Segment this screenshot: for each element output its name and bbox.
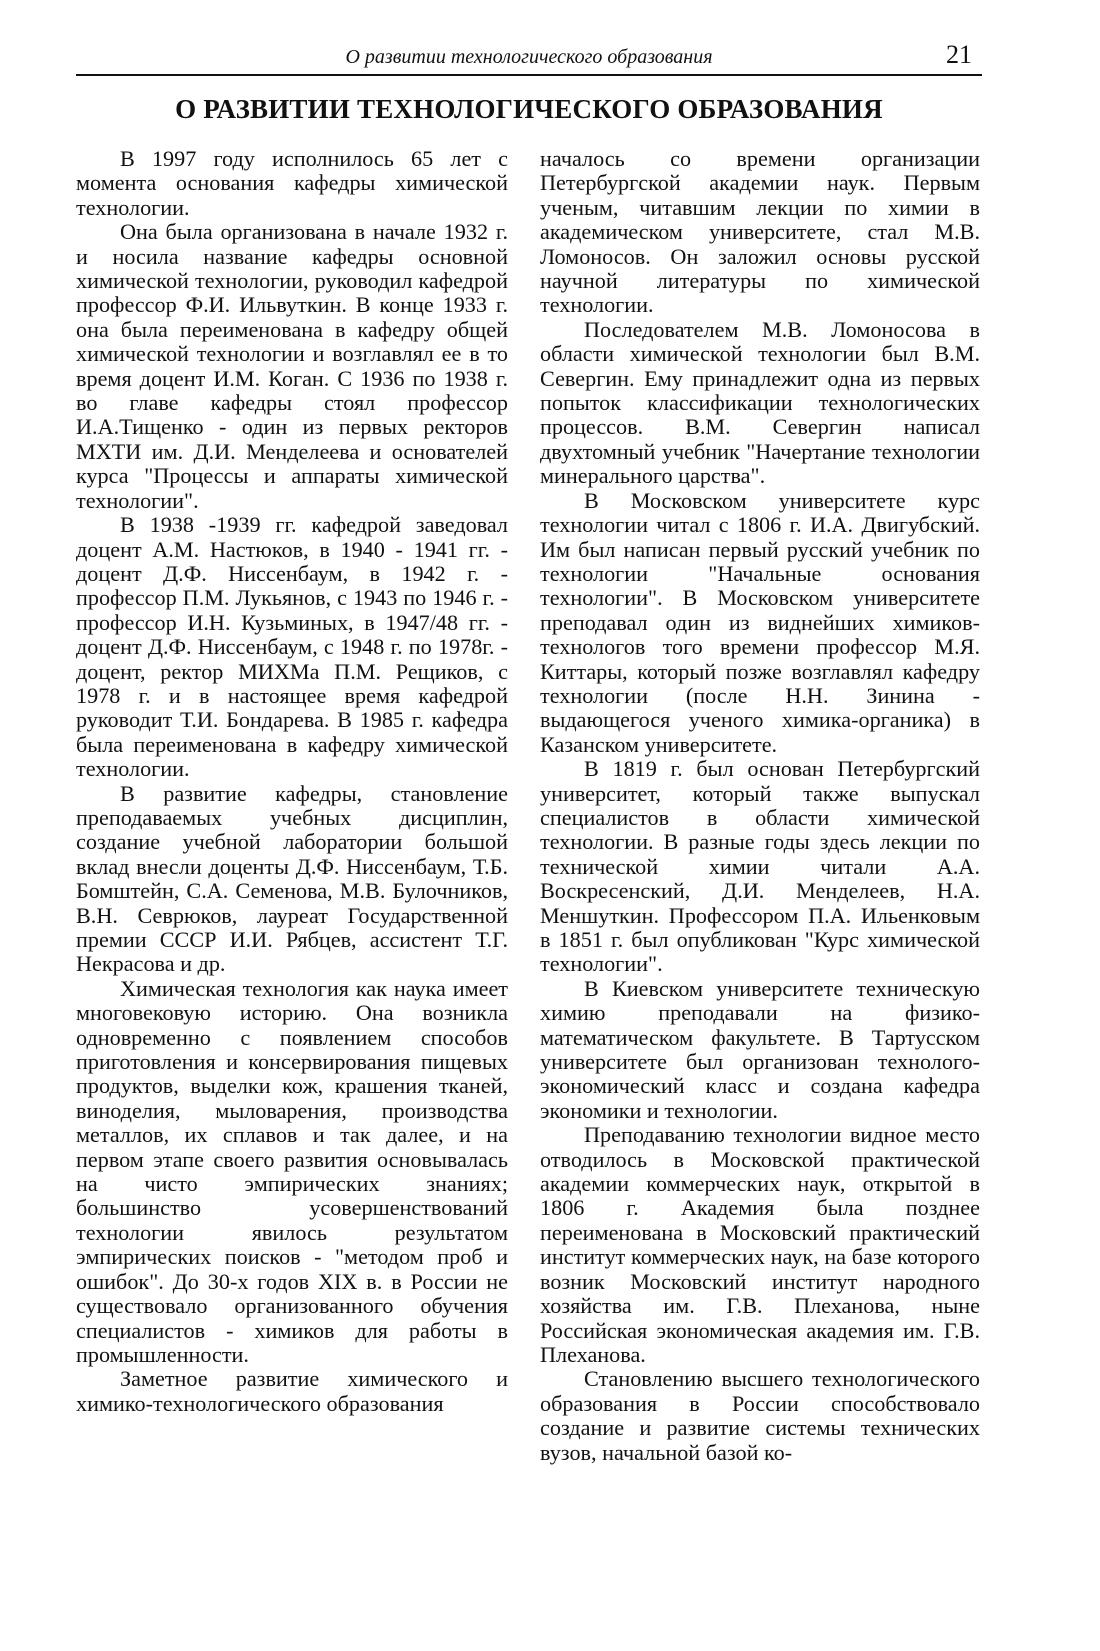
article-title: О РАЗВИТИИ ТЕХНОЛОГИЧЕСКОГО ОБРАЗОВАНИЯ — [175, 94, 883, 124]
paragraph: Преподаванию технологии видное место отводилось в Московской практической академии коммерческих наук, открытой в 1806 г. Академия была позднее переименована в Московский практический институт коммерческих наук, на базе которого возник Московский институт народного хозяйства им. Г.В. Плеханова, ныне Российская экономическая академия им. Г.В. Плеханова. — [540, 1122, 980, 1367]
paragraph: В 1819 г. был основан Петербургский университет, который также выпускал специалистов в области химической технологии. В разные годы здесь лекции по технической химии читали А.А. Воскресенский, Д.И. Менделеев, Н.А. Меншуткин. Профессором П.А. Ильенковым в 1851 г. был опубликован "Курс химической технологии". — [540, 756, 980, 977]
paragraph: В Московском университете курс технологии читал с 1806 г. И.А. Двигубский. Им был написан первый русский учебник по технологии "Начальные основания технологии". В Московском университете преподавал один из виднейших химиков-технологов того времени профессор М.Я. Киттары, который позже возглавлял кафедру технологии (после Н.Н. Зинина - выдающегося ученого химика-органика) в Казанском университете. — [540, 487, 980, 757]
paragraph: Она была организована в начале 1932 г. и носила название кафедры основной химической технологии, руководил кафедрой профессор Ф.И. Ильвуткин. В конце 1933 г. она была переименована в кафедру общей химической технологии и возглавлял ее в то время доцент И.М. Коган. С 1936 по 1938 г. во главе кафедры стоял профессор И.А.Тищенко - один из первых ректоров МХТИ им. Д.И. Менделеева и основателей курса "Процессы и аппараты химической технологии". — [76, 219, 508, 513]
paragraph: Последователем М.В. Ломоносова в области химической технологии был В.М. Севергин. Ему принадлежит одна из первых попыток классификации технологических процессов. В.М. Севергин написал двухтомный учебник "Начертание технологии минерального царства". — [540, 316, 980, 489]
paragraph: Становлению высшего технологического образования в России способствовало создание и развитие системы технических вузов, начальной базой ко- — [540, 1366, 980, 1465]
paragraph: В Киевском университете техническую химию преподавали на физико-математическом факультете. В Тартусском университете был организован технолого-экономический класс и создана кафедра экономики и технологии. — [540, 975, 980, 1123]
paragraph: В развитие кафедры, становление преподаваемых учебных дисциплин, создание учебной лаборатории большой вклад внесли доценты Д.Ф. Ниссенбаум, Т.Б. Бомштейн, С.А. Семенова, М.В. Булочников, В.Н. Севрюков, лауреат Государственной премии СССР И.И. Рябцев, ассистент Т.Г. Некрасова и др. — [76, 780, 508, 977]
paragraph: В 1938 -1939 гг. кафедрой заведовал доцент А.М. Настюков, в 1940 - 1941 гг. - доцент Д.Ф. Ниссенбаум, в 1942 г. - профессор П.М. Лукьянов, с 1943 по 1946 г. - профессор И.Н. Кузьминых, в 1947/48 гг. - доцент Д.Ф. Ниссенбаум, с 1948 г. по 1978г. - доцент, ректор МИХМа П.М. Рещиков, с 1978 г. и в настоящее время кафедрой руководит Т.И. Бондарева. В 1985 г. кафедра была переименована в кафедру химической технологии. — [76, 512, 508, 782]
paragraph: началось со времени организации Петербургской академии наук. Первым ученым, читавшим лекции по химии в академическом университете, стал М.В. Ломоносов. Он заложил основы русской научной литературы по химической технологии. — [540, 146, 980, 318]
page-number: 21 — [946, 40, 972, 69]
paragraph: Химическая технология как наука имеет многовековую историю. Она возникла одновременно с появлением способов приготовления и консервирования пищевых продуктов, выделки кож, крашения тканей, виноделия, мыловарения, производства металлов, их сплавов и так далее, и на первом этапе своего развития основывалась на чисто эмпирических знаниях; большинство усовершенствований технологии явилось результатом эмпирических поисков - "методом проб и ошибок". До 30-х годов XIX в. в России не существовало организованного обучения специалистов - химиков для работы в промышленности. — [76, 975, 508, 1367]
left-column — [76, 147, 508, 1416]
right-column — [540, 147, 980, 1465]
paragraph: Заметное развитие химического и химико-технологического образования — [76, 1366, 508, 1416]
running-title: О развитии технологического образования — [345, 46, 713, 68]
running-header — [76, 40, 982, 76]
paragraph: В 1997 году исполнилось 65 лет с момента основания кафедры химической технологии. — [76, 146, 508, 220]
